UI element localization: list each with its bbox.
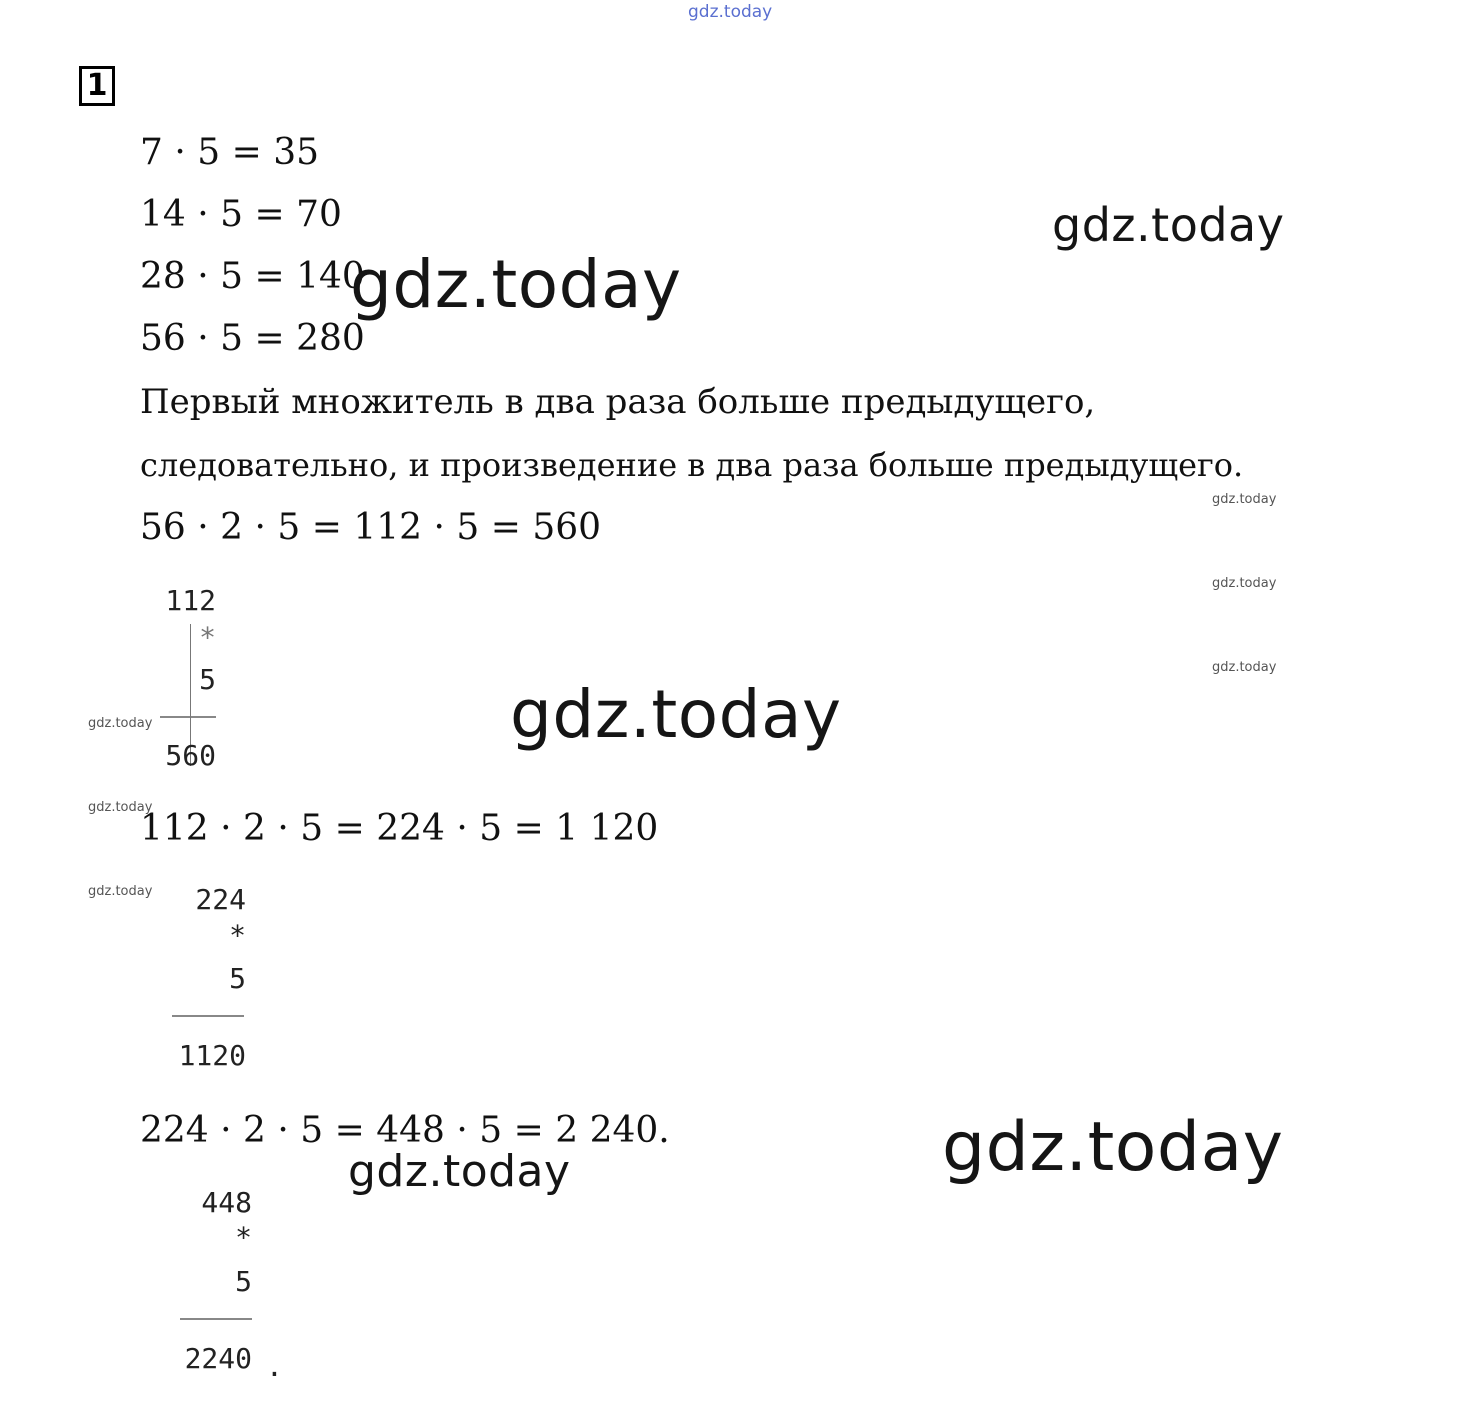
equation-2: 14 · 5 = 70 [140,194,342,235]
step3-column-result: 2240 [184,1342,252,1375]
step2-equation: 112 · 2 · 5 = 224 · 5 = 1 120 [140,808,659,849]
step2-column-top: 224 [195,883,246,916]
step2-column-result: 1120 [178,1039,246,1072]
watermark-large-2: gdz.today [350,246,682,323]
step3-column-rule [180,1318,252,1320]
watermark-small-3: gdz.today [1212,660,1277,675]
step1-column-mult: 5 [199,663,216,696]
equation-4: 56 · 5 = 280 [140,318,365,359]
step3-column-trail: . [266,1350,283,1383]
step1-column-result: 560 [165,739,216,772]
header-watermark: gdz.today [688,2,773,22]
step1-equation: 56 · 2 · 5 = 112 · 5 = 560 [140,507,602,548]
step3-column-top: 448 [201,1186,252,1219]
watermark-large-3: gdz.today [510,676,842,753]
watermark-large-1: gdz.today [1052,198,1285,252]
step3-column-mult: 5 [235,1265,252,1298]
watermark-large-5: gdz.today [348,1146,571,1197]
step1-column-top: 112 [165,584,216,617]
explanation-line-1: Первый множитель в два раза больше предыдущего, [140,382,1096,422]
step3-equation: 224 · 2 · 5 = 448 · 5 = 2 240. [140,1110,670,1151]
watermark-small-4: gdz.today [88,716,153,731]
watermark-small-6: gdz.today [88,884,153,899]
watermark-small-5: gdz.today [88,800,153,815]
step2-column-op: * [229,919,246,952]
step3-column-op: * [235,1221,252,1254]
watermark-small-2: gdz.today [1212,576,1277,591]
explanation-line-2: следовательно, и произведение в два раза больше предыдущего. [140,446,1244,484]
step1-column-rule [160,716,216,718]
step2-column-rule [172,1015,244,1017]
task-number: 1 [79,66,115,106]
watermark-large-4: gdz.today [942,1108,1284,1187]
step2-column-mult: 5 [229,962,246,995]
equation-3: 28 · 5 = 140 [140,256,365,297]
step1-column-op: * [199,621,216,654]
equation-1: 7 · 5 = 35 [140,132,319,173]
watermark-small-1: gdz.today [1212,492,1277,507]
